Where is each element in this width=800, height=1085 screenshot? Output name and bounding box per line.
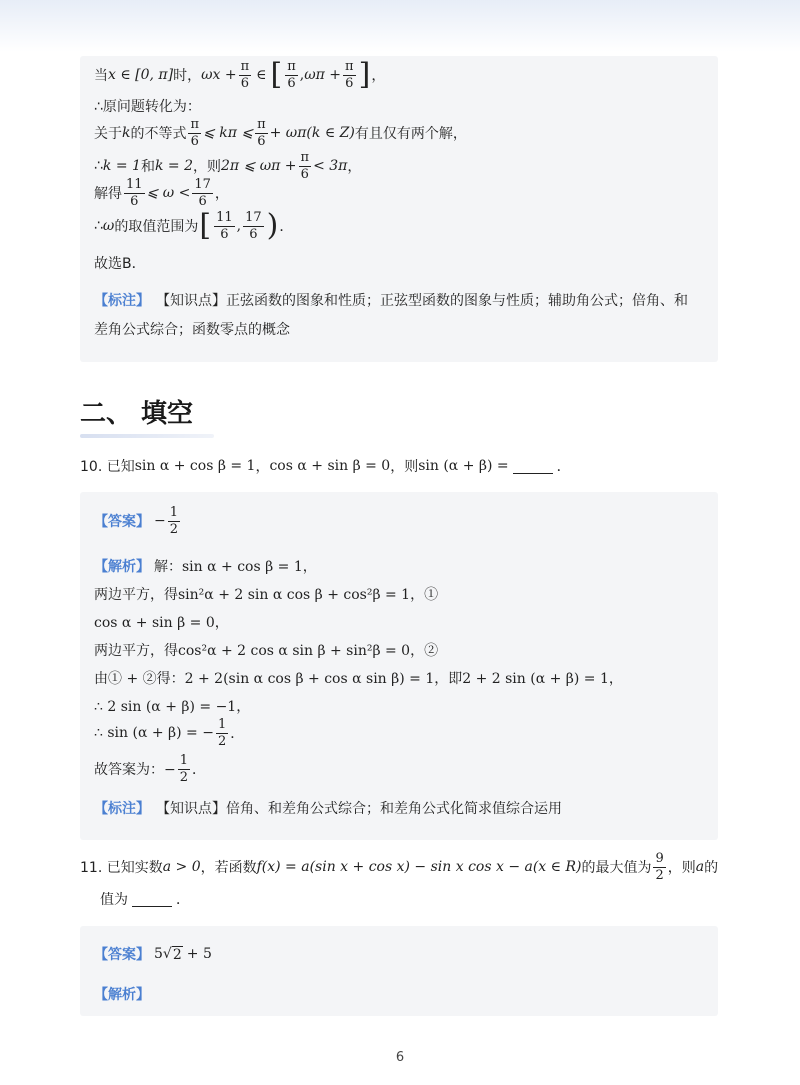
sqrt-symbol: √ 2 bbox=[162, 945, 182, 963]
solution-line-3: 关于 k 的不等式 $\frac{\pi}{6}$ ⩽ kπ ⩽ $\frac{\pi}{6}$ + ωπ(k ∈ Z) 有且仅有两个解， bbox=[94, 117, 467, 149]
analysis-line-5: 由① + ②得：2 + 2(sin α cos β + cos α sin β) = 1，即2 + 2 sin (α + β) = 1， bbox=[94, 671, 623, 687]
solution-line-2: ∴原问题转化为： bbox=[94, 99, 201, 115]
analysis-line-7: ∴ sin (α + β) = − $\frac{1}{2}$ ． bbox=[94, 717, 245, 749]
answer-panel-10 bbox=[80, 492, 718, 840]
answer-line: 【答案】 5 √ 2 + 5 bbox=[94, 945, 212, 963]
analysis-line bbox=[94, 984, 150, 1004]
top-gradient bbox=[0, 0, 800, 52]
analysis-line-8: 故答案为：− $\frac{1}{2}$ ． bbox=[94, 753, 207, 785]
answer-tag: 【答案】 bbox=[94, 514, 150, 531]
heading-underline bbox=[80, 434, 214, 438]
section-heading: 二、 填空 bbox=[80, 399, 194, 429]
note-tag: 【标注】 bbox=[94, 801, 150, 817]
analysis-tag: 【解析】 bbox=[94, 987, 150, 1003]
solution-line-5: 解得 $\frac{11}{6}$ ⩽ ω < $\frac{17}{6}$ ， bbox=[94, 177, 229, 209]
question-11-line-1: 11. 已知实数 a > 0 ，若函数 f(x) = a(sin x + cos x) − sin x cos x − a(x ∈ R) 的最大值为 $\frac{9}{2}$ ，则 a 的 bbox=[80, 851, 719, 883]
solution-line-4: ∴ k = 1 和 k = 2 ，则 2π ⩽ ωπ + $\frac{\pi}{6}$ < 3π ， bbox=[94, 150, 362, 182]
analysis-line-2: 两边平方，得sin²α + 2 sin α cos β + cos²β = 1，① bbox=[94, 587, 439, 603]
answer-blank bbox=[513, 459, 553, 474]
answer-panel-11 bbox=[80, 926, 718, 1016]
page-number: 6 bbox=[395, 1050, 405, 1065]
note-line-2: 差角公式综合；函数零点的概念 bbox=[94, 322, 290, 338]
answer-blank bbox=[132, 892, 172, 907]
answer-line: 【答案】 − $\frac{1}{2}$ bbox=[94, 505, 179, 537]
analysis-line-3: cos α + sin β = 0， bbox=[94, 615, 229, 631]
analysis-tag: 【解析】 bbox=[94, 559, 150, 575]
note-tag: 【标注】 bbox=[94, 293, 150, 309]
solution-line-6: ∴ ω 的取值范围为 [ $\frac{11}{6}$ , $\frac{17}{6}$ ) ． bbox=[94, 208, 294, 244]
question-10: 10. 已知 sin α + cos β = 1 ， cos α + sin β = 0 ，则 sin (α + β) = ． bbox=[80, 458, 571, 475]
analysis-line-1: 【解析】 解：sin α + cos β = 1， bbox=[94, 556, 317, 576]
analysis-line-6: ∴ 2 sin (α + β) = −1， bbox=[94, 699, 251, 715]
question-11-line-2: 值为 ． bbox=[100, 892, 190, 908]
answer-tag: 【答案】 bbox=[94, 947, 150, 963]
solution-line-1: 当 x ∈ [0, π] 时， ωx + $\frac{\pi}{6}$ ∈ [ $\frac{\pi}{6}$ , ωπ + $\frac{\pi}{6}$ ] ， bbox=[94, 57, 386, 93]
solution-line-7: 故选B． bbox=[94, 256, 146, 272]
solution-panel-9 bbox=[80, 56, 718, 362]
note-line-1: 【标注】 【知识点】正弦函数的图象和性质；正弦型函数的图象与性质；辅助角公式；倍角、和 bbox=[94, 290, 688, 310]
note-line: 【标注】 【知识点】倍角、和差角公式综合；和差角公式化简求值综合运用 bbox=[94, 798, 562, 818]
analysis-line-4: 两边平方，得cos²α + 2 cos α sin β + sin²β = 0，② bbox=[94, 643, 439, 659]
